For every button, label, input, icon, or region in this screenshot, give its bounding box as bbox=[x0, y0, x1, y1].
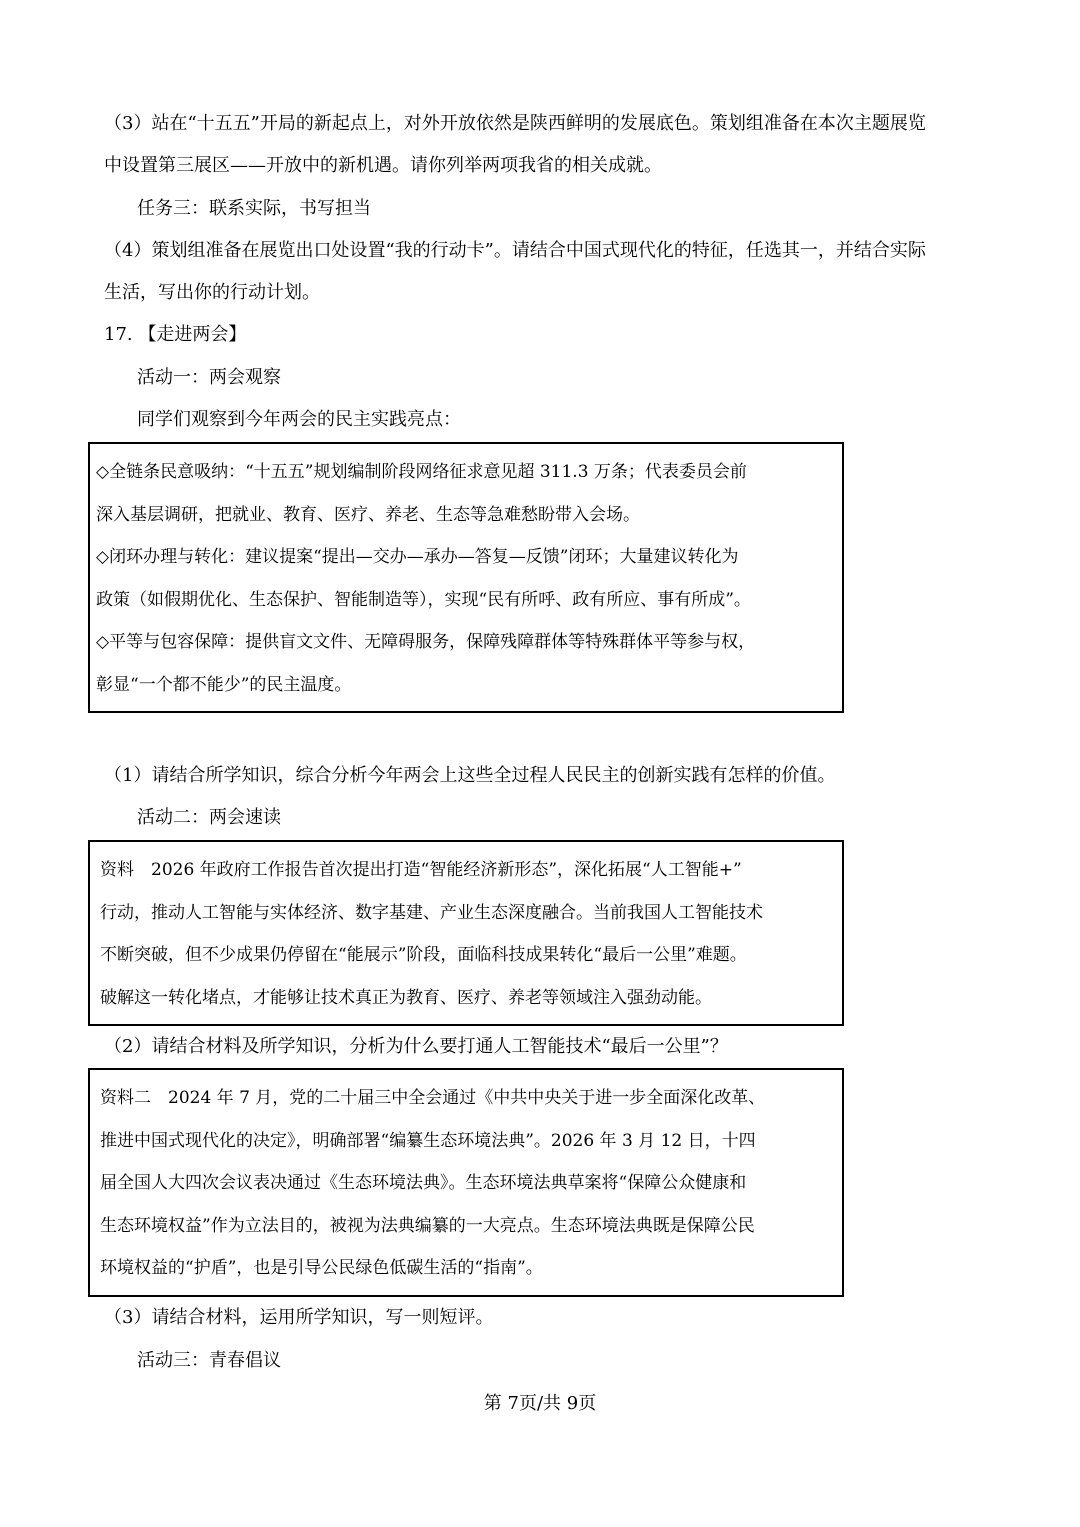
box3-line: 届全国人大四次会议表决通过《生态环境法典》。生态环境法典草案将“保障公众健康和 bbox=[100, 1173, 747, 1193]
q16-3-line1: （3）站在“十五五”开局的新起点上，对外开放依然是陕西鲜明的发展底色。策划组准备在本次主题展览 bbox=[104, 113, 926, 134]
box1-line: 彰显“一个都不能少”的民主温度。 bbox=[96, 675, 352, 695]
box2-line: 资料 2026 年政府工作报告首次提出打造“智能经济新形态”，深化拓展“人工智能+” bbox=[100, 860, 742, 880]
q17-question-3: （3）请结合材料，运用所学知识，写一则短评。 bbox=[104, 1307, 494, 1328]
box1-line: 深入基层调研，把就业、教育、医疗、养老、生态等急难愁盼带入会场。 bbox=[96, 505, 640, 525]
box1-line: 政策（如假期优化、生态保护、智能制造等），实现“民有所呼、政有所应、事有所成”。 bbox=[96, 590, 751, 610]
q17-question-2: （2）请结合材料及所学知识，分析为什么要打通人工智能技术“最后一公里”？ bbox=[104, 1036, 728, 1057]
box1-line: ◇平等与包容保障：提供盲文文件、无障碍服务，保障残障群体等特殊群体平等参与权， bbox=[96, 632, 756, 652]
box3-line: 资料二 2024 年 7 月，党的二十届三中全会通过《中共中央关于进一步全面深化改革、 bbox=[100, 1088, 766, 1108]
q17-intro: 同学们观察到今年两会的民主实践亮点： bbox=[137, 409, 461, 430]
box2-line: 不断突破，但不少成果仍停留在“能展示”阶段，面临科技成果转化“最后一公里”难题。 bbox=[100, 945, 747, 965]
box3-line: 推进中国式现代化的决定》，明确部署“编纂生态环境法典”。2026 年 3 月 12 日，十四 bbox=[100, 1131, 756, 1151]
page-number: 第 7页/共 9页 bbox=[483, 1393, 597, 1414]
activity1-heading: 活动一：两会观察 bbox=[137, 367, 281, 388]
box2-line: 行动，推动人工智能与实体经济、数字基建、产业生态深度融合。当前我国人工智能技术 bbox=[100, 903, 763, 923]
box3-line: 环境权益的“护盾”，也是引导公民绿色低碳生活的“指南”。 bbox=[100, 1258, 543, 1278]
box1-line: ◇闭环办理与转化：建议提案“提出—交办—承办—答复—反馈”闭环；大量建议转化为 bbox=[96, 547, 739, 567]
q17-title: 17. 【走进两会】 bbox=[104, 324, 247, 345]
material-box-2 bbox=[88, 840, 844, 1026]
material-box-3 bbox=[88, 1068, 844, 1297]
q17-question-1: （1）请结合所学知识，综合分析今年两会上这些全过程人民民主的创新实践有怎样的价值。 bbox=[104, 765, 836, 786]
task3-heading: 任务三：联系实际，书写担当 bbox=[137, 198, 371, 219]
q16-4-line2: 生活，写出你的行动计划。 bbox=[104, 282, 320, 303]
box3-line: 生态环境权益”作为立法目的，被视为法典编纂的一大亮点。生态环境法典既是保障公民 bbox=[100, 1216, 755, 1236]
box2-line: 破解这一转化堵点，才能够让技术真正为教育、医疗、养老等领域注入强劲动能。 bbox=[100, 988, 712, 1008]
activity3-heading: 活动三：青春倡议 bbox=[137, 1350, 281, 1371]
material-box-1 bbox=[88, 442, 844, 713]
activity2-heading: 活动二：两会速读 bbox=[137, 807, 281, 828]
box1-line: ◇全链条民意吸纳：“十五五”规划编制阶段网络征求意见超 311.3 万条；代表委员会前 bbox=[96, 462, 747, 482]
q16-3-line2: 中设置第三展区——开放中的新机遇。请你列举两项我省的相关成就。 bbox=[104, 155, 662, 176]
q16-4-line1: （4）策划组准备在展览出口处设置“我的行动卡”。请结合中国式现代化的特征，任选其一，并结合实际 bbox=[104, 240, 926, 261]
